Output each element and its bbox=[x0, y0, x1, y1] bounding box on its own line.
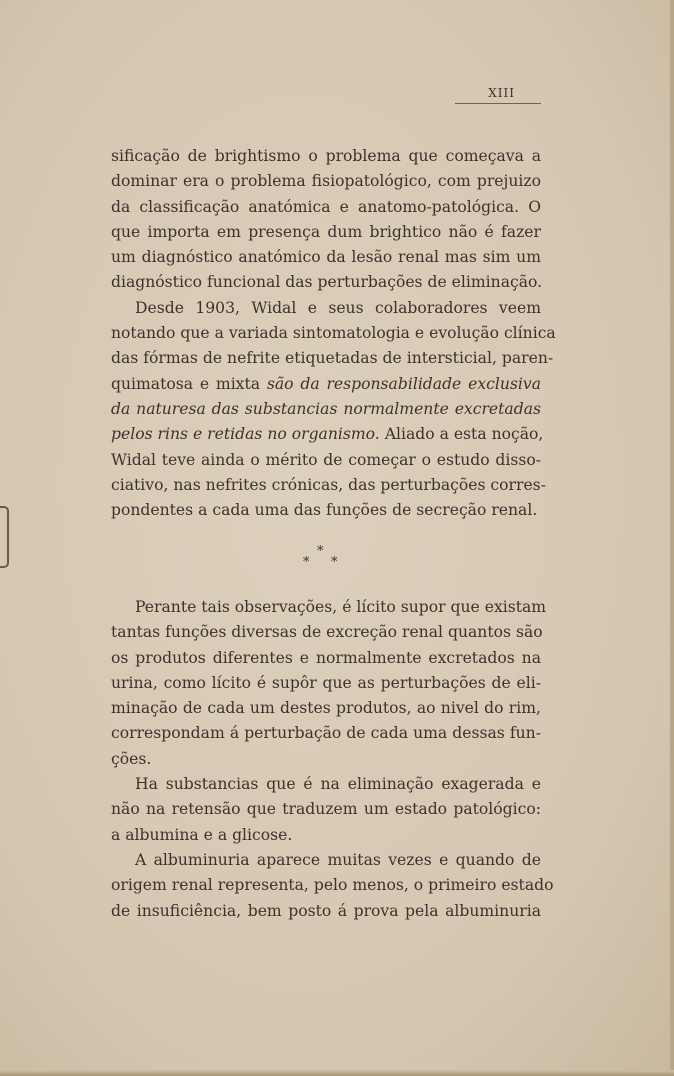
line-text: os produtos diferentes e normalmente excretados na bbox=[111, 648, 541, 667]
paragraph-block-1 bbox=[111, 144, 556, 523]
text-line bbox=[111, 372, 541, 397]
text-line bbox=[111, 772, 541, 797]
text-line bbox=[111, 448, 541, 473]
text-line bbox=[111, 873, 554, 898]
text-line bbox=[111, 595, 547, 620]
line-text: das fórmas de nefrite etiquetadas de intersticial, paren- bbox=[111, 349, 554, 368]
text-line bbox=[111, 899, 541, 924]
text-line bbox=[111, 671, 541, 696]
page-edge-right bbox=[670, 0, 674, 1076]
text-line bbox=[111, 270, 541, 295]
asterism-separator bbox=[297, 544, 347, 574]
text-line bbox=[111, 144, 541, 169]
text-line bbox=[111, 245, 541, 270]
asterism-star: * bbox=[303, 555, 310, 570]
line-text: um diagnóstico anatómico da lesão renal mas sim um bbox=[111, 248, 541, 267]
page-number: XIII bbox=[455, 86, 541, 104]
text-line bbox=[111, 747, 541, 772]
paragraph-block-2 bbox=[111, 595, 554, 924]
page-edge-bottom bbox=[0, 1070, 674, 1076]
line-italic-text: são da responsabilidade exclusiva bbox=[266, 374, 541, 393]
asterism-star: * bbox=[331, 555, 338, 570]
line-text: Desde 1903, Widal e seus colaboradores veem bbox=[135, 298, 541, 317]
text-line bbox=[111, 422, 544, 447]
text-line bbox=[111, 696, 541, 721]
line-text: notando que a variada sintomatologia e evolução clínica bbox=[111, 324, 556, 343]
line-text: minação de cada um destes produtos, ao nivel do rim, bbox=[111, 699, 541, 718]
text-line bbox=[111, 620, 541, 645]
line-text: dominar era o problema fisiopatológico, com prejuizo bbox=[111, 172, 541, 191]
binding-staple bbox=[0, 506, 9, 568]
line-text: a albumina e a glicose. bbox=[111, 825, 293, 844]
line-text: que importa em presença dum brightico não é fazer bbox=[111, 222, 541, 241]
line-text: ções. bbox=[111, 749, 152, 768]
text-line bbox=[111, 296, 541, 321]
line-text: correspondam á perturbação de cada uma dessas fun- bbox=[111, 724, 541, 743]
line-text: tantas funções diversas de excreção renal quantos são bbox=[111, 623, 543, 642]
text-line bbox=[111, 346, 554, 371]
line-text: pondentes a cada uma das funções de secreção renal. bbox=[111, 501, 538, 520]
line-text: sificação de brightismo o problema que começava a bbox=[111, 147, 541, 165]
text-line bbox=[111, 321, 556, 346]
line-text: Widal teve ainda o mérito de começar o estudo disso- bbox=[111, 450, 541, 469]
line-text: de insuficiência, bem posto á prova pela albuminuria bbox=[111, 901, 541, 920]
text-line bbox=[111, 721, 541, 746]
line-text: A albuminuria aparece muitas vezes e quando de bbox=[135, 850, 541, 869]
line-text: diagnóstico funcional das perturbações de eliminação. bbox=[111, 273, 543, 292]
text-line bbox=[111, 848, 541, 873]
text-line bbox=[111, 646, 541, 671]
line-italic-text: pelos rins e retidas no organismo. bbox=[111, 425, 380, 444]
line-text: da classificação anatómica e anatomo-patológica. O bbox=[111, 197, 541, 216]
text-line bbox=[111, 797, 541, 822]
line-text: quimatosa e mixta bbox=[111, 374, 267, 393]
line-text: origem renal representa, pelo menos, o primeiro estado bbox=[111, 876, 554, 895]
line-text: urina, como lícito é supôr que as perturbações de eli- bbox=[111, 673, 541, 692]
line-text: Ha substancias que é na eliminação exagerada e bbox=[135, 775, 541, 794]
line-text: ciativo, nas nefrites crónicas, das perturbações corres- bbox=[111, 475, 546, 494]
asterism-star: * bbox=[317, 544, 324, 559]
line-text: Aliado a esta noção, bbox=[379, 425, 544, 444]
text-line bbox=[111, 220, 541, 245]
text-line bbox=[111, 823, 541, 848]
text-line bbox=[111, 195, 541, 220]
text-line bbox=[111, 169, 541, 194]
text-line bbox=[111, 397, 541, 422]
text-line bbox=[111, 498, 541, 523]
line-italic-text: da naturesa das substancias normalmente excretadas bbox=[111, 399, 541, 418]
line-text: Perante tais observações, é lícito supor que existam bbox=[135, 598, 547, 616]
line-text: não na retensão que traduzem um estado patológico: bbox=[111, 800, 541, 819]
text-line bbox=[111, 473, 546, 498]
